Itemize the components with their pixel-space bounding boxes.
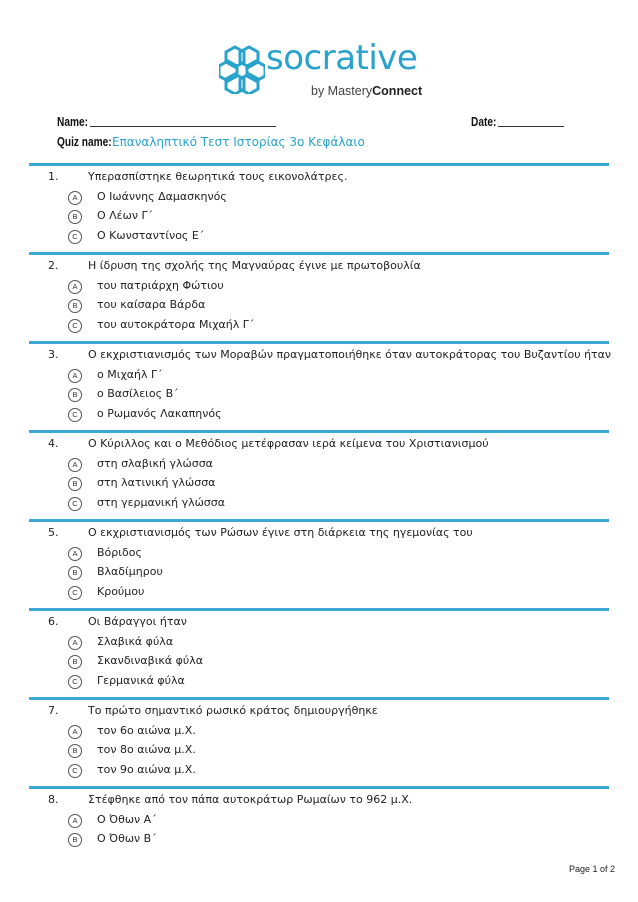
- option-letter-badge[interactable]: C: [68, 675, 82, 689]
- logo-byline: [311, 84, 422, 98]
- option-text: Γερμανικά φύλα: [97, 674, 185, 687]
- option-letter-badge[interactable]: C: [68, 586, 82, 600]
- question-number: 7.: [48, 704, 59, 717]
- option-text: Ο Λέων Γ΄: [97, 209, 154, 222]
- option-letter-badge[interactable]: C: [68, 230, 82, 244]
- name-label: Name:: [57, 114, 89, 129]
- option-letter-badge[interactable]: A: [68, 458, 82, 472]
- question-text: Οι Βάραγγοι ήταν: [88, 615, 187, 628]
- question-text: Το πρώτο σημαντικό ρωσικό κράτος δημιουργήθηκε: [88, 704, 378, 717]
- option-text: Ο Όθων Β΄: [97, 832, 157, 845]
- question-divider: [29, 697, 609, 700]
- option-letter-badge[interactable]: C: [68, 497, 82, 511]
- logo-by-brand: Connect: [372, 84, 423, 98]
- question-number: 8.: [48, 793, 59, 806]
- socrative-logo: [219, 38, 424, 104]
- question-text: Ο εκχριστιανισμός των Μοραβών πραγματοποιήθηκε όταν αυτοκράτορας του Βυζαντίου ήταν: [88, 348, 612, 361]
- quiz-title: Επαναληπτικό Τεστ Ιστορίας 3ο Κεφάλαιο: [112, 135, 365, 149]
- question-number: 3.: [48, 348, 59, 361]
- option-text: του αυτοκράτορα Μιχαήλ Γ΄: [97, 318, 255, 331]
- option-letter-badge[interactable]: C: [68, 764, 82, 778]
- option-text: Ο Κωνσταντίνος Ε΄: [97, 229, 205, 242]
- option-text: Ο Ιωάννης Δαμασκηνός: [97, 190, 227, 203]
- option-letter-badge[interactable]: A: [68, 547, 82, 561]
- hexagon-network-icon: [219, 44, 265, 94]
- logo-wordmark: socrative: [266, 38, 418, 78]
- page-number: Page 1 of 2: [569, 864, 616, 874]
- option-letter-badge[interactable]: A: [68, 725, 82, 739]
- option-text: στη γερμανική γλώσσα: [97, 496, 225, 509]
- question-text: Στέφθηκε από τον πάπα αυτοκράτωρ Ρωμαίων το 962 μ.Χ.: [88, 793, 413, 806]
- question-number: 4.: [48, 437, 59, 450]
- option-text: τον 6ο αιώνα μ.Χ.: [97, 724, 196, 737]
- question-number: 1.: [48, 170, 59, 183]
- question-divider: [29, 163, 609, 166]
- option-letter-badge[interactable]: B: [68, 833, 82, 847]
- option-text: του καίσαρα Βάρδα: [97, 298, 206, 311]
- question-divider: [29, 608, 609, 611]
- option-letter-badge[interactable]: A: [68, 814, 82, 828]
- option-letter-badge[interactable]: A: [68, 369, 82, 383]
- option-text: Κρούμου: [97, 585, 145, 598]
- option-letter-badge[interactable]: B: [68, 299, 82, 313]
- question-number: 6.: [48, 615, 59, 628]
- option-text: Βλαδίμηρου: [97, 565, 163, 578]
- question-divider: [29, 341, 609, 344]
- option-letter-badge[interactable]: C: [68, 319, 82, 333]
- question-number: 5.: [48, 526, 59, 539]
- question-text: Υπερασπίστηκε θεωρητικά τους εικονολάτρες.: [88, 170, 348, 183]
- question-text: Ο Κύριλλος και ο Μεθόδιος μετέφρασαν ιερά κείμενα του Χριστιανισμού: [88, 437, 489, 450]
- quiz-name-label: Quiz name:: [57, 134, 112, 149]
- question-divider: [29, 519, 609, 522]
- question-text: Ο εκχριστιανισμός των Ρώσων έγινε στη διάρκεια της ηγεμονίας του: [88, 526, 473, 539]
- option-letter-badge[interactable]: B: [68, 566, 82, 580]
- option-text: ο Βασίλειος Β΄: [97, 387, 179, 400]
- option-letter-badge[interactable]: B: [68, 655, 82, 669]
- question-text: Η ίδρυση της σχολής της Μαγναύρας έγινε με πρωτοβουλία: [88, 259, 421, 272]
- option-text: στη σλαβική γλώσσα: [97, 457, 213, 470]
- question-divider: [29, 252, 609, 255]
- date-label: Date:: [471, 114, 497, 129]
- option-text: ο Μιχαήλ Γ΄: [97, 368, 163, 381]
- option-letter-badge[interactable]: A: [68, 191, 82, 205]
- option-text: του πατριάρχη Φώτιου: [97, 279, 224, 292]
- question-divider: [29, 786, 609, 789]
- option-letter-badge[interactable]: A: [68, 280, 82, 294]
- option-letter-badge[interactable]: B: [68, 744, 82, 758]
- option-letter-badge[interactable]: A: [68, 636, 82, 650]
- name-field-line[interactable]: [90, 126, 276, 127]
- option-text: τον 9ο αιώνα μ.Χ.: [97, 763, 196, 776]
- logo-by-prefix: by Mastery: [311, 84, 373, 98]
- option-text: Σλαβικά φύλα: [97, 635, 174, 648]
- question-divider: [29, 430, 609, 433]
- option-letter-badge[interactable]: B: [68, 477, 82, 491]
- question-number: 2.: [48, 259, 59, 272]
- date-field-line[interactable]: [498, 126, 564, 127]
- option-text: Ο Όθων Α΄: [97, 813, 157, 826]
- option-letter-badge[interactable]: B: [68, 388, 82, 402]
- option-letter-badge[interactable]: C: [68, 408, 82, 422]
- option-letter-badge[interactable]: B: [68, 210, 82, 224]
- option-text: Σκανδιναβικά φύλα: [97, 654, 204, 667]
- option-text: ο Ρωμανός Λακαπηνός: [97, 407, 222, 420]
- option-text: τον 8ο αιώνα μ.Χ.: [97, 743, 196, 756]
- option-text: στη λατινική γλώσσα: [97, 476, 216, 489]
- option-text: Βόριδος: [97, 546, 142, 559]
